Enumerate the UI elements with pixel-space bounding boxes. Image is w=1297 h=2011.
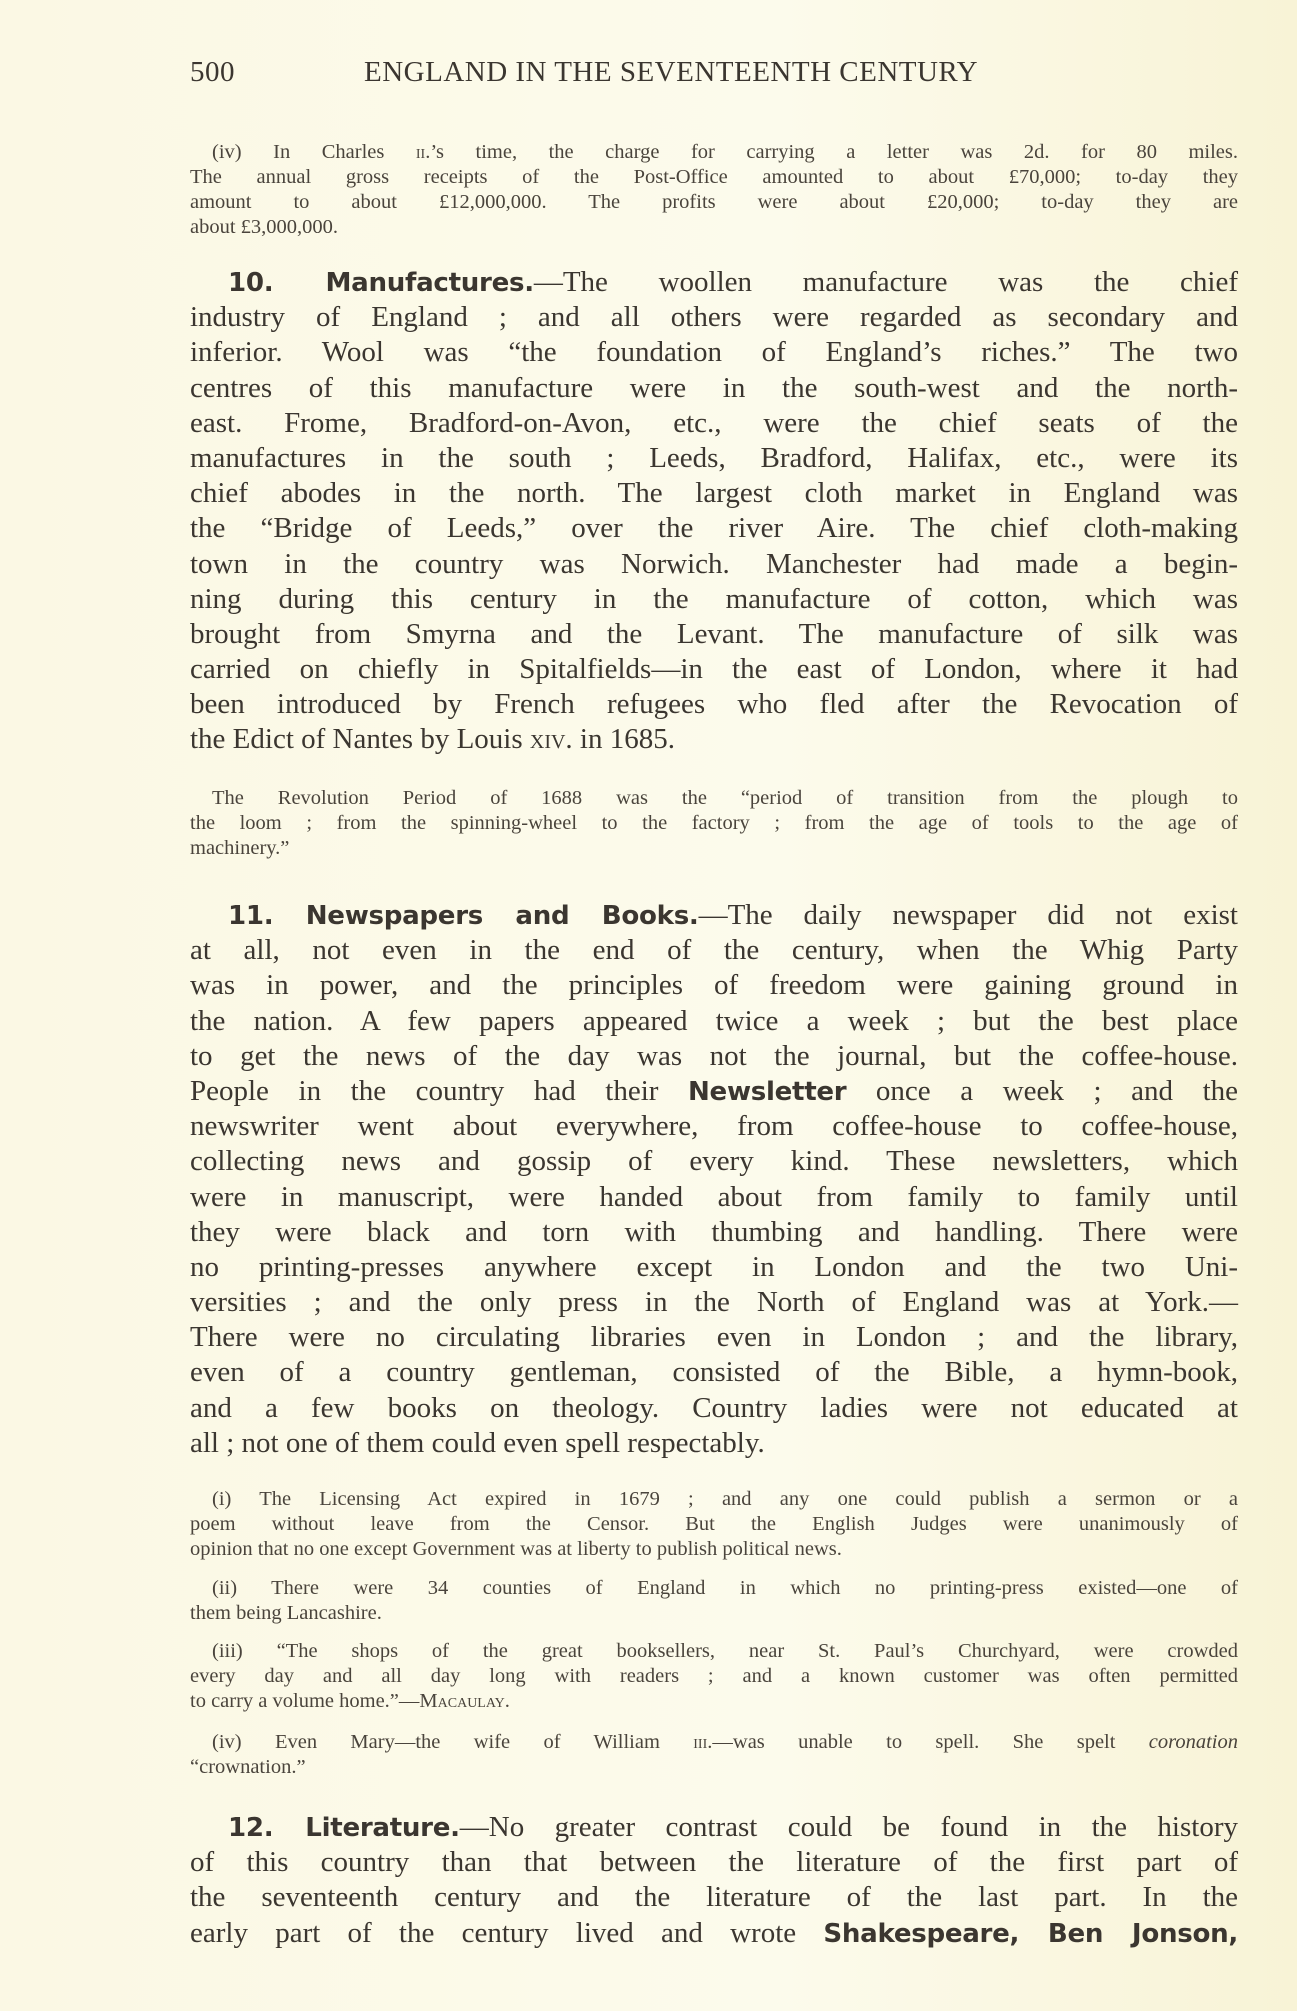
bold-text: 10. Manufactures. [228, 268, 534, 298]
text-run: —was unable to spell. She spelt [712, 1731, 1149, 1753]
text-line: about £3,000,000. [190, 216, 339, 238]
text-line: (i) The Licensing Act expired in 1679 ; and any one could publish a sermon or a [212, 1488, 1238, 1510]
text-line: brought from Smyrna and the Levant. The manufacture of silk was [190, 617, 1238, 650]
italic-text: coronation [1148, 1731, 1238, 1753]
text-line: were in manuscript, were handed about from family to family until [190, 1180, 1238, 1213]
bold-text: Newsletter [688, 1076, 847, 1107]
text-line [190, 140, 1238, 165]
bold-text: 11. Newspapers and Books. [228, 901, 699, 931]
text-line: the loom ; from the spinning-wheel to the factory ; from the age of tools to the age of [190, 812, 1238, 834]
text-line: (ii) There were 34 counties of England in which no printing-press existed—one of [212, 1577, 1238, 1599]
text-line: (iii) “The shops of the great booksellers, near St. Paul’s Churchyard, were crowded [212, 1640, 1238, 1662]
text-line [190, 722, 1238, 757]
text-line: newswriter went about everywhere, from coffee-house to coffee-house, [190, 1110, 1238, 1143]
text-run: (iv) Even Mary—the wife of William [212, 1731, 694, 1753]
text-line [190, 265, 1238, 300]
text-line: The Revolution Period of 1688 was the “period of transition from the plough to [212, 787, 1238, 809]
text-line: inferior. Wool was “the foundation of England’s riches.” The two [190, 336, 1238, 369]
text-line: collecting news and gossip of every kind. These newsletters, which [190, 1145, 1238, 1178]
text-line: chief abodes in the north. The largest cloth market in England was [190, 477, 1238, 510]
section-10-manufactures [190, 265, 1238, 758]
footnote-i-licensing-act [190, 1487, 1238, 1562]
text-line: opinion that no one except Government was at liberty to publish political news. [190, 1538, 842, 1560]
text-line [190, 1689, 1238, 1714]
page-number: 500 [190, 56, 235, 88]
text-line: even of a country gentleman, consisted of the Bible, a hymn-book, [190, 1356, 1238, 1389]
text-line: amount to about £12,000,000. The profits were about £20,000; to-day they are [190, 191, 1238, 213]
text-run: ’s time, the charge for carrying a letter was 2d. for 80 miles. [430, 141, 1239, 163]
text-line: the “Bridge of Leeds,” over the river Aire. The chief cloth-making [190, 512, 1238, 545]
text-line: The annual gross receipts of the Post-Office amounted to about £70,000; to-day they [190, 166, 1238, 188]
text-line: no printing-presses anywhere except in London and the two Uni- [190, 1250, 1238, 1283]
section-11-newspapers-and-books [190, 898, 1238, 1461]
text-line: centres of this manufacture were in the south-west and the north- [190, 371, 1238, 404]
text-run: early part of the century lived and wrote [190, 1916, 824, 1949]
text-line: There were no circulating libraries even in London ; and the library, [190, 1321, 1238, 1354]
text-line: the nation. A few papers appeared twice a week ; but the best place [190, 1004, 1238, 1037]
small-caps-text: Macaulay. [419, 1690, 510, 1712]
text-line [190, 1810, 1238, 1845]
bold-text: Shakespeare, Ben Jonson, [823, 1918, 1238, 1949]
running-title: ENGLAND IN THE SEVENTEENTH CENTURY [364, 56, 979, 88]
small-caps-text: ii. [415, 141, 431, 163]
text-line: they were black and torn with thumbing and handling. There were [190, 1215, 1238, 1248]
text-line: all ; not one of them could even spell respectably. [190, 1426, 765, 1459]
footnote-iv-mary [190, 1730, 1238, 1780]
text-line: and a few books on theology. Country ladies were not educated at [190, 1391, 1238, 1424]
footnote-iii-booksellers [190, 1639, 1238, 1714]
text-line: industry of England ; and all others were regarded as secondary and [190, 301, 1238, 334]
text-line: was in power, and the principles of freedom were gaining ground in [190, 969, 1238, 1002]
footnote-ii-counties [190, 1576, 1238, 1626]
text-line: carried on chiefly in Spitalfields—in the east of London, where it had [190, 653, 1238, 686]
text-line [190, 1730, 1238, 1755]
text-line: town in the country was Norwich. Manchester had made a begin- [190, 547, 1238, 580]
text-line: of this country than that between the literature of the first part of [190, 1846, 1238, 1879]
text-line [190, 1916, 1238, 1951]
text-line: east. Frome, Bradford-on-Avon, etc., were the chief seats of the [190, 406, 1238, 439]
text-line: manufactures in the south ; Leeds, Bradford, Halifax, etc., were its [190, 441, 1238, 474]
text-line: them being Lancashire. [190, 1602, 382, 1624]
text-line: ning during this century in the manufacture of cotton, which was [190, 582, 1238, 615]
text-line: machinery.” [190, 837, 290, 859]
text-line: the seventeenth century and the literature of the last part. In the [190, 1881, 1238, 1914]
text-run: once a week ; and the [846, 1074, 1238, 1107]
text-run: in 1685. [572, 723, 675, 756]
text-line: versities ; and the only press in the North of England was at York.— [190, 1286, 1238, 1319]
section-12-literature [190, 1810, 1238, 1951]
text-line: at all, not even in the end of the century, when the Whig Party [190, 934, 1238, 967]
bold-text: 12. Literature. [228, 1813, 460, 1843]
small-caps-text: xiv. [529, 723, 573, 756]
text-run: —No greater contrast could be found in the history [459, 1811, 1238, 1843]
text-line: been introduced by French refugees who fled after the Revocation of [190, 688, 1238, 721]
text-run: People in the country had their [190, 1074, 689, 1107]
text-line: to get the news of the day was not the journal, but the coffee-house. [190, 1039, 1238, 1072]
text-line: “crownation.” [190, 1756, 306, 1778]
text-run: to carry a volume home.”— [190, 1690, 420, 1712]
text-line: every day and all day long with readers ; and a known customer was often permitted [190, 1665, 1238, 1687]
text-run: —The woollen manufacture was the chief [533, 266, 1238, 298]
text-run: (iv) In Charles [212, 141, 416, 163]
text-line [190, 898, 1238, 933]
footnote-revolution-period [190, 786, 1238, 861]
small-caps-text: iii. [693, 1731, 713, 1753]
text-line: poem without leave from the Censor. But the English Judges were unanimously of [190, 1513, 1238, 1535]
text-line [190, 1074, 1238, 1109]
text-run: —The daily newspaper did not exist [698, 899, 1238, 931]
text-run: the Edict of Nantes by Louis [190, 723, 530, 756]
footnote-iv-post-office [190, 140, 1238, 240]
